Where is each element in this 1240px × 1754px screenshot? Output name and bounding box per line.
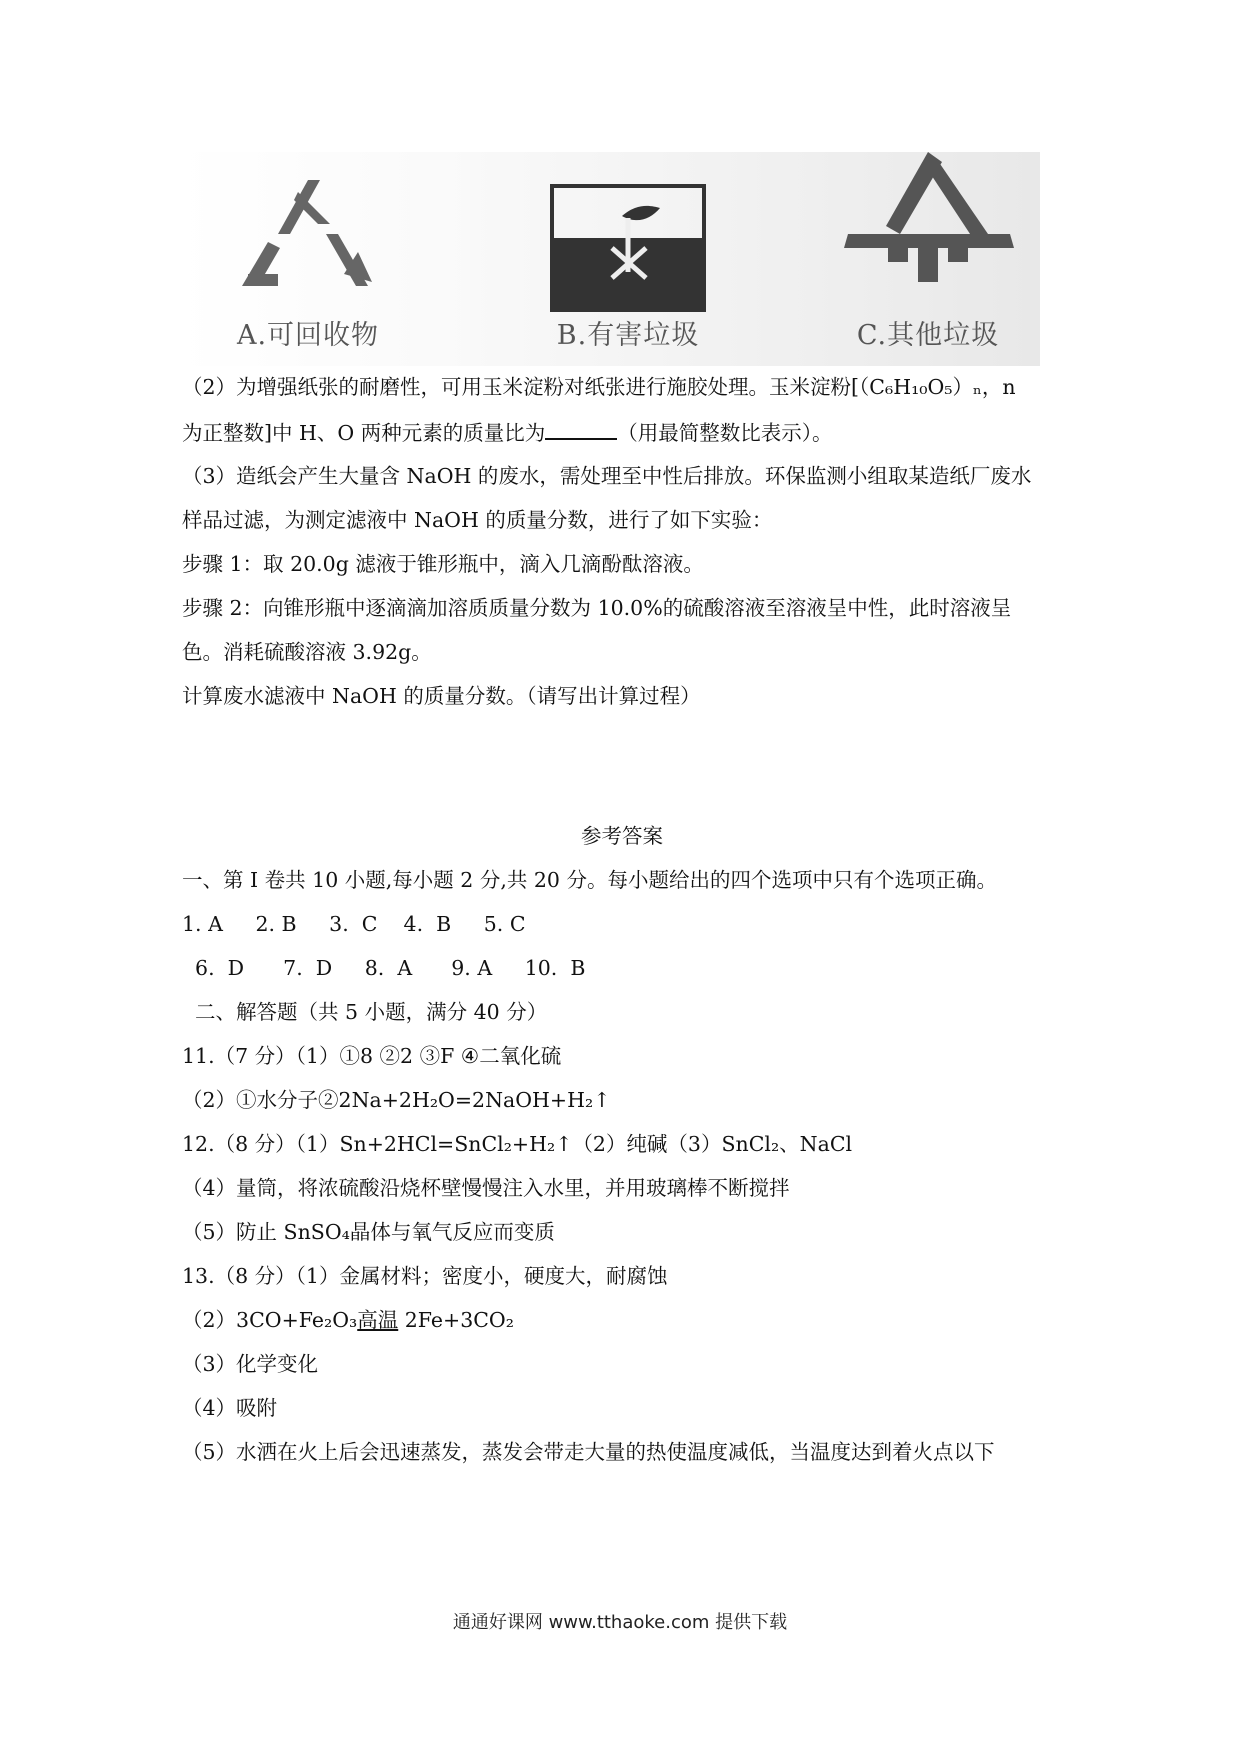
answers-row-2: 6. D 7. D 8. A 9. A 10. B	[182, 956, 586, 980]
answers-part-2: 二、解答题（共 5 小题，满分 40 分）	[182, 1000, 548, 1024]
hazardous-box-icon	[528, 152, 728, 312]
calculation-prompt: 计算废水滤液中 NaOH 的质量分数。（请写出计算过程）	[182, 684, 701, 708]
page-footer: 通通好课网 www.tthaoke.com 提供下载	[452, 1612, 788, 1633]
caption-recyclable: A.可回收物	[236, 320, 380, 351]
answer-12-line-3: （5）防止 SnSO₄晶体与氧气反应而变质	[182, 1220, 555, 1244]
recycle-triangle-icon	[208, 152, 408, 312]
question-3-line-1: （3）造纸会产生大量含 NaOH 的废水，需处理至中性后排放。环保监测小组取某造纸厂废水	[182, 464, 1032, 488]
answer-11-line-2: （2）①水分子②2Na+2H₂O=2NaOH+H₂↑	[182, 1088, 611, 1112]
answer-12-line-1: 12.（8 分）（1）Sn+2HCl=SnCl₂+H₂↑（2）纯碱（3）SnCl₂、NaCl	[182, 1132, 853, 1156]
answer-13-line-5: （5）水洒在火上后会迅速蒸发，蒸发会带走大量的热使温度减低，当温度达到着火点以下	[182, 1440, 995, 1464]
equation-products: 2Fe+3CO₂	[398, 1308, 514, 1332]
answers-row-1: 1. A 2. B 3. C 4. B 5. C	[182, 912, 526, 936]
answer-12-line-2: （4）量筒，将浓硫酸沿烧杯壁慢慢注入水里，并用玻璃棒不断搅拌	[182, 1176, 790, 1200]
answer-13-line-1: 13.（8 分）（1）金属材料；密度小，硬度大，耐腐蚀	[182, 1264, 668, 1288]
step-2-line-1: 步骤 2：向锥形瓶中逐滴滴加溶质质量分数为 10.0%的硫酸溶液至溶液呈中性，此时溶液呈	[182, 596, 1012, 620]
other-waste-symbol	[818, 152, 1038, 366]
garbage-symbols-figure	[178, 152, 1040, 366]
question-3-line-2: 样品过滤，为测定滤液中 NaOH 的质量分数，进行了如下实验：	[182, 508, 773, 532]
step-2-line-2: 色。消耗硫酸溶液 3.92g。	[182, 640, 432, 664]
answers-heading: 参考答案	[581, 824, 663, 848]
answer-13-line-3: （3）化学变化	[182, 1352, 319, 1376]
answers-part-1: 一、第 I 卷共 10 小题,每小题 2 分,共 20 分。每小题给出的四个选项中只有个选项正确。	[182, 868, 997, 892]
answer-13-line-2	[182, 1305, 514, 1335]
equation-reactants: （2）3CO+Fe₂O₃	[182, 1308, 358, 1332]
question-2-text-after-blank: （用最简整数比表示）。	[617, 421, 833, 445]
question-2-line-1: （2）为增强纸张的耐磨性，可用玉米淀粉对纸张进行施胶处理。玉米淀粉[（C₆H₁₀O₅）ₙ，n	[182, 375, 1016, 399]
caption-hazardous: B.有害垃圾	[556, 320, 700, 351]
reaction-condition: 高温	[357, 1308, 399, 1332]
step-1: 步骤 1：取 20.0g 滤液于锥形瓶中，滴入几滴酚酞溶液。	[182, 552, 704, 576]
answer-blank	[545, 416, 617, 440]
recyclable-symbol	[208, 152, 408, 366]
answer-11-line-1: 11.（7 分）（1）①8 ②2 ③F ④二氧化硫	[182, 1044, 562, 1068]
hazardous-symbol	[528, 152, 728, 366]
caption-other-waste: C.其他垃圾	[856, 320, 1000, 351]
question-2-line-2	[182, 416, 832, 448]
question-2-text-before-blank: 为正整数]中 H、O 两种元素的质量比为	[182, 421, 546, 445]
answer-13-line-4: （4）吸附	[182, 1396, 278, 1420]
tree-triangle-icon	[818, 152, 1038, 312]
